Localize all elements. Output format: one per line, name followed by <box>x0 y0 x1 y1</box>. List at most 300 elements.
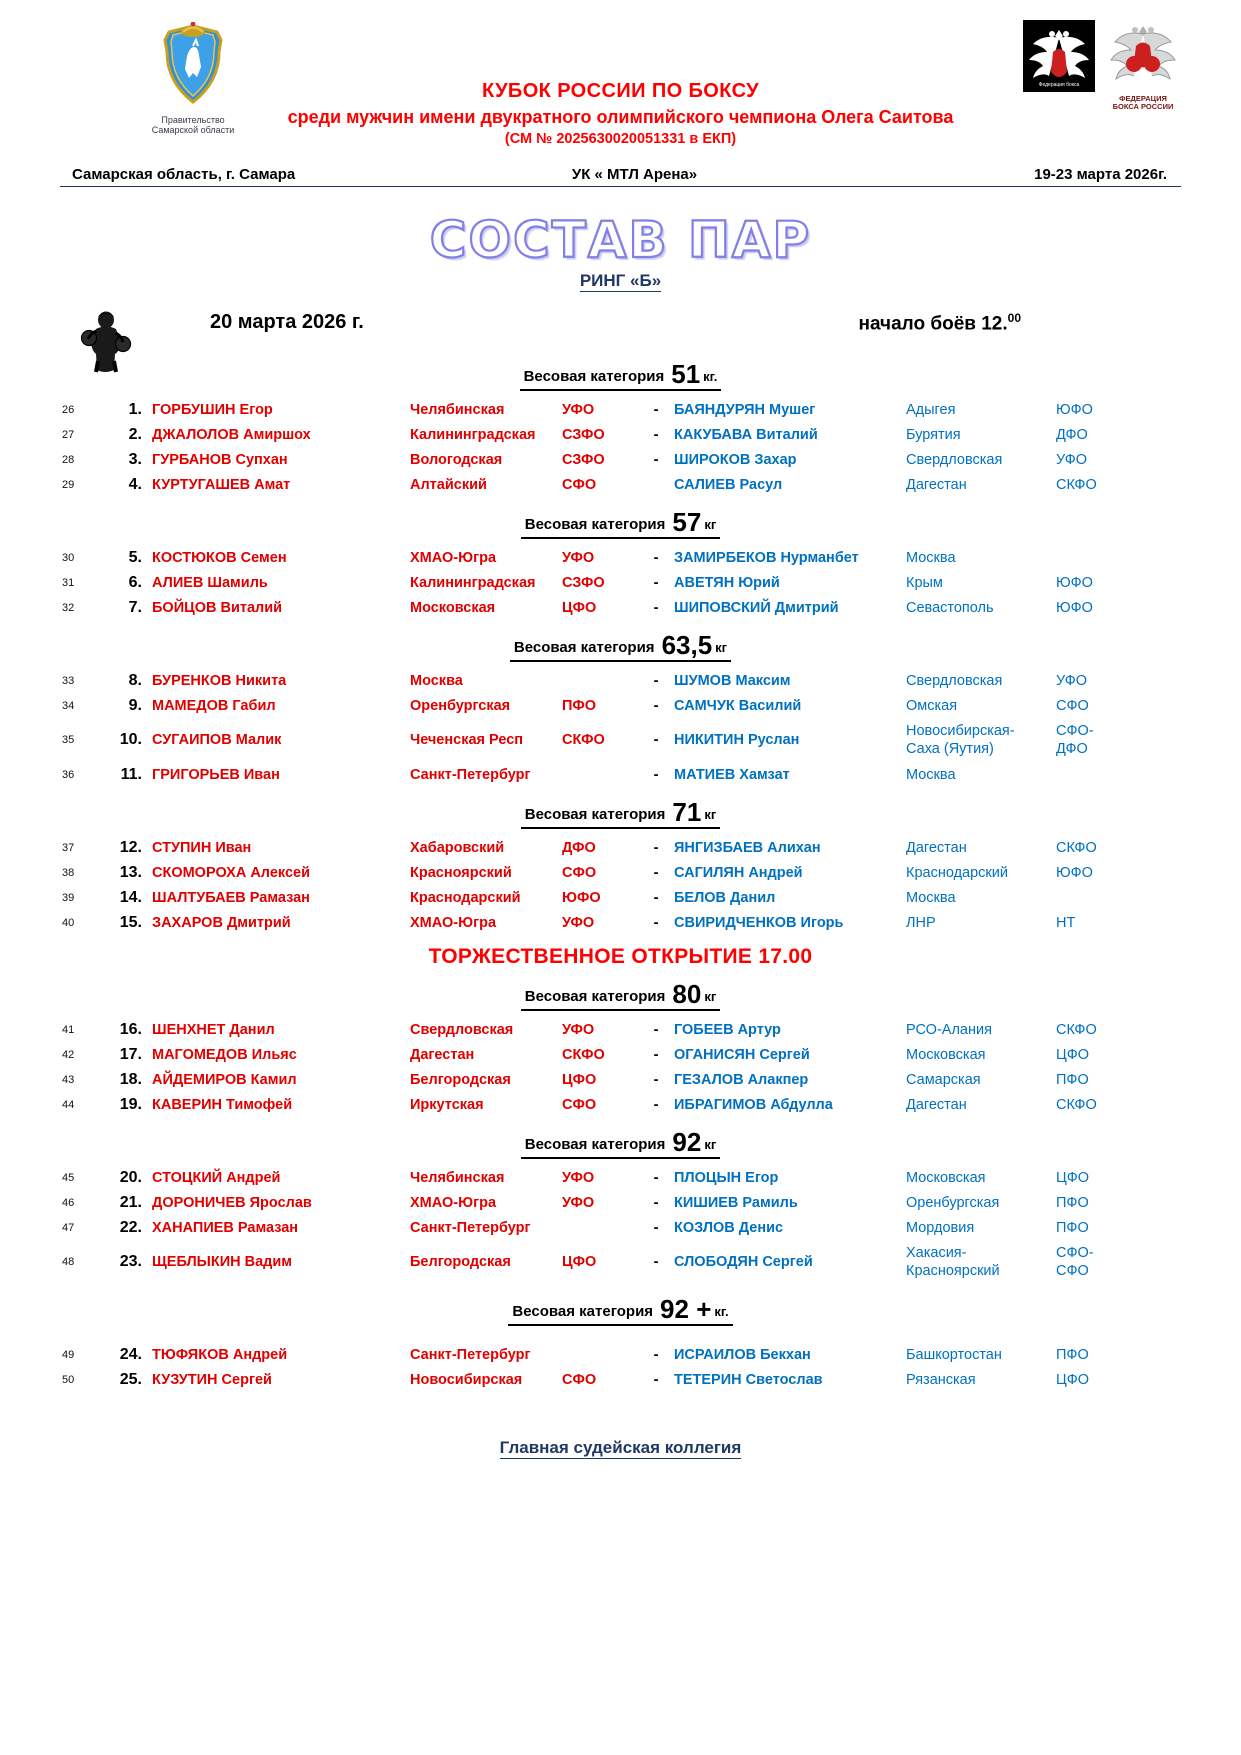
bout-sequence-index: 34 <box>62 699 75 712</box>
weight-category-value: 51 <box>671 359 701 389</box>
bout-sequence-index: 45 <box>62 1171 75 1184</box>
versus-dash: - <box>653 1219 659 1236</box>
bout-number: 1. <box>128 400 142 418</box>
bout-row <box>60 668 1181 693</box>
bout-sequence-index: 38 <box>62 866 75 879</box>
red-corner-federal-district: СЗФО <box>562 451 605 468</box>
bout-number: 11. <box>120 765 142 783</box>
red-corner-boxer-name: СТУПИН Иван <box>152 839 252 856</box>
session-start-time <box>858 311 1021 335</box>
red-corner-federal-district: СФО <box>562 864 597 881</box>
blue-corner-region: Крым <box>906 574 943 591</box>
bout-row <box>60 1240 1181 1284</box>
bout-list <box>60 1165 1181 1284</box>
blue-corner-boxer-name: ИБРАГИМОВ Абдулла <box>674 1096 833 1113</box>
jury-footer: Главная судейская коллегия <box>499 1438 742 1457</box>
red-corner-region: Челябинская <box>410 401 505 418</box>
red-corner-federal-district: СФО <box>562 1096 597 1113</box>
bout-sequence-index: 35 <box>62 734 75 746</box>
red-corner-federal-district: УФО <box>562 549 595 566</box>
bout-sequence-index: 44 <box>62 1098 75 1111</box>
bout-row <box>60 1017 1181 1042</box>
weight-category-heading <box>60 977 1181 1011</box>
red-corner-federal-district: ДФО <box>562 839 596 856</box>
red-corner-boxer-name: ТЮФЯКОВ Андрей <box>152 1346 288 1363</box>
bout-number: 6. <box>128 573 142 591</box>
weight-category-heading-inner <box>521 1125 721 1159</box>
blue-corner-region: Дагестан <box>906 839 967 856</box>
bout-number: 7. <box>128 598 142 616</box>
versus-dash: - <box>653 451 659 468</box>
blue-corner-boxer-name: БЕЛОВ Данил <box>674 889 776 906</box>
bout-row <box>60 545 1181 570</box>
blue-corner-boxer-name: ШИПОВСКИЙ Дмитрий <box>674 599 839 616</box>
red-corner-region: Вологодская <box>410 451 503 468</box>
blue-corner-federal-district: ПФО <box>1056 1346 1089 1363</box>
blue-corner-boxer-name: ЗАМИРБЕКОВ Нурманбет <box>674 549 859 566</box>
versus-dash: - <box>653 1346 659 1363</box>
blue-corner-federal-district: ПФО <box>1056 1071 1089 1088</box>
bout-row <box>60 595 1181 620</box>
red-corner-boxer-name: ДЖАЛОЛОВ Амиршох <box>152 426 311 443</box>
blue-corner-federal-district: УФО <box>1056 672 1088 689</box>
bout-number: 4. <box>128 475 142 493</box>
weight-category-label: Весовая категория <box>512 1303 654 1320</box>
blue-corner-region: Свердловская <box>906 672 1003 689</box>
bout-number: 3. <box>128 450 142 468</box>
bout-sequence-index: 31 <box>62 576 75 589</box>
bout-sequence-index: 42 <box>62 1048 75 1061</box>
bout-number: 24. <box>119 1345 142 1363</box>
bout-row <box>60 447 1181 472</box>
red-corner-federal-district: УФО <box>562 401 595 418</box>
blue-corner-region: Москва <box>906 549 956 566</box>
weight-category-heading-inner <box>521 977 721 1011</box>
bout-number: 18. <box>119 1070 142 1088</box>
weight-category-heading-inner <box>510 628 731 662</box>
bout-number: 5. <box>128 548 142 566</box>
blue-corner-federal-district: ЦФО <box>1056 1046 1090 1063</box>
weight-category-value: 80 <box>672 979 702 1009</box>
bout-sequence-index: 49 <box>62 1348 75 1361</box>
red-corner-federal-district: СЗФО <box>562 426 605 443</box>
weight-category-label: Весовая категория <box>524 516 666 533</box>
blue-corner-boxer-name: ГЕЗАЛОВ Алакпер <box>674 1071 809 1088</box>
blue-corner-region: Москва <box>906 766 956 783</box>
red-corner-region: Челябинская <box>410 1169 505 1186</box>
red-corner-federal-district: УФО <box>562 1021 595 1038</box>
bout-row <box>60 910 1181 935</box>
red-corner-boxer-name: КУРТУГАШЕВ Амат <box>152 476 291 493</box>
bout-number: 2. <box>128 425 142 443</box>
versus-dash: - <box>653 599 659 616</box>
versus-dash: - <box>653 1371 659 1388</box>
bout-number: 22. <box>119 1218 142 1236</box>
category-spacer <box>60 1332 1181 1342</box>
red-corner-federal-district: ЮФО <box>562 889 601 906</box>
bout-sequence-index: 50 <box>62 1373 75 1386</box>
blue-corner-boxer-name: ШУМОВ Максим <box>674 672 791 689</box>
weight-category-heading <box>60 1292 1181 1326</box>
blue-corner-federal-district: СКФО <box>1056 1096 1097 1113</box>
weight-category-label: Весовая категория <box>523 368 665 385</box>
blue-corner-region: Краснодарский <box>906 864 1008 881</box>
bout-sequence-index: 37 <box>62 841 75 854</box>
tournament-title: КУБОК РОССИИ ПО БОКСУ <box>481 80 760 102</box>
federation-caption-line1: ФЕДЕРАЦИЯ <box>1119 94 1167 103</box>
blue-corner-boxer-name: МАТИЕВ Хамзат <box>674 766 790 783</box>
versus-dash: - <box>653 697 659 714</box>
blue-corner-federal-district: ПФО <box>1056 1194 1089 1211</box>
red-corner-region: Дагестан <box>410 1046 475 1063</box>
weight-category-heading <box>60 357 1181 391</box>
bout-row <box>60 693 1181 718</box>
weight-category-unit: кг <box>704 517 717 532</box>
red-corner-boxer-name: БОЙЦОВ Виталий <box>152 599 283 616</box>
bout-row <box>60 835 1181 860</box>
bout-row <box>60 1215 1181 1240</box>
blue-corner-region: Свердловская <box>906 451 1003 468</box>
opening-ceremony-notice: ТОРЖЕСТВЕННОЕ ОТКРЫТИЕ 17.00 <box>428 945 813 968</box>
bout-row <box>60 762 1181 787</box>
bout-number: 20. <box>119 1168 142 1186</box>
red-corner-region: ХМАО-Югра <box>410 549 497 566</box>
bout-number: 12. <box>119 838 142 856</box>
weight-category-unit: кг <box>704 1137 717 1152</box>
bout-row <box>60 397 1181 422</box>
document-header <box>60 0 1181 160</box>
bout-sequence-index: 47 <box>62 1221 75 1234</box>
venue-info-row <box>60 166 1181 187</box>
weight-category-unit: кг <box>704 989 717 1004</box>
red-corner-region: Санкт-Петербург <box>410 1219 531 1236</box>
red-corner-boxer-name: АЙДЕМИРОВ Камил <box>152 1071 297 1088</box>
federation-caption-line2: БОКСА РОССИИ <box>1112 102 1174 112</box>
blue-corner-boxer-name: КОЗЛОВ Денис <box>674 1219 784 1236</box>
blue-corner-region: Оренбургская <box>906 1194 1000 1211</box>
weight-category-heading-inner <box>521 795 721 829</box>
blue-corner-federal-district: ЮФО <box>1056 864 1093 881</box>
bout-sequence-index: 41 <box>62 1023 75 1036</box>
svg-text:Федерация бокса: Федерация бокса <box>1038 82 1080 88</box>
bout-sequence-index: 27 <box>62 428 75 441</box>
bout-row <box>60 570 1181 595</box>
versus-dash: - <box>653 766 659 783</box>
blue-corner-boxer-name: ЯНГИЗБАЕВ Алихан <box>674 839 821 856</box>
versus-dash: - <box>653 864 659 881</box>
blue-corner-boxer-name: САЛИЕВ Расул <box>674 476 783 493</box>
blue-corner-region: Самарская <box>906 1071 981 1088</box>
blue-corner-region: Бурятия <box>906 426 961 443</box>
red-corner-region: Свердловская <box>410 1021 514 1038</box>
left-emblem-caption-line2: Самарской области <box>151 125 235 136</box>
red-corner-region: Калининградская <box>410 426 536 443</box>
blue-corner-region: Московская <box>906 1169 986 1186</box>
bout-sequence-index: 32 <box>62 601 75 614</box>
versus-dash: - <box>653 574 659 591</box>
blue-corner-federal-district: ЮФО <box>1056 599 1093 616</box>
red-corner-region: Новосибирская <box>410 1371 523 1388</box>
blue-corner-region: Москва <box>906 889 956 906</box>
red-corner-boxer-name: ГУРБАНОВ Супхан <box>152 451 288 468</box>
blue-corner-boxer-name: ОГАНИСЯН Сергей <box>674 1046 810 1063</box>
bout-number: 14. <box>119 888 142 906</box>
blue-corner-boxer-name: БАЯНДУРЯН Мушег <box>674 401 816 418</box>
red-corner-federal-district: ЦФО <box>562 1071 597 1088</box>
bout-row <box>60 718 1181 762</box>
blue-corner-boxer-name: СЛОБОДЯН Сергей <box>674 1254 813 1270</box>
blue-corner-federal-district: СФО- ДФО <box>1056 722 1094 757</box>
weight-category-heading-inner <box>521 505 721 539</box>
bout-list <box>60 835 1181 935</box>
blue-corner-region: Московская <box>906 1046 986 1063</box>
red-corner-region: Краснодарский <box>410 889 521 906</box>
blue-corner-region: Новосибирская- Саха (Яутия) <box>906 722 1015 757</box>
weight-category-heading-inner <box>520 357 722 391</box>
weight-category-unit: кг. <box>703 369 718 384</box>
weight-category-value: 71 <box>672 797 702 827</box>
blue-corner-region: РСО-Алания <box>906 1021 992 1038</box>
bout-row <box>60 1367 1181 1392</box>
weight-category-label: Весовая категория <box>513 639 655 656</box>
bout-number: 10. <box>119 731 142 748</box>
pairs-title-wrap <box>60 211 1181 269</box>
blue-corner-region: Рязанская <box>906 1371 976 1388</box>
blue-corner-boxer-name: САГИЛЯН Андрей <box>674 864 803 881</box>
red-corner-region: Хабаровский <box>410 839 505 856</box>
versus-dash: - <box>653 1254 659 1270</box>
weight-category-label: Весовая категория <box>524 806 666 823</box>
venue-hall: УК « МТЛ Арена» <box>571 166 698 183</box>
red-corner-region: Москва <box>410 672 463 689</box>
red-corner-boxer-name: ГОРБУШИН Егор <box>152 401 273 418</box>
red-corner-boxer-name: СТОЦКИЙ Андрей <box>152 1169 281 1186</box>
weight-category-label: Весовая категория <box>524 1136 666 1153</box>
bout-row <box>60 885 1181 910</box>
weight-category-heading <box>60 505 1181 539</box>
red-corner-region: Санкт-Петербург <box>410 1346 531 1363</box>
red-corner-region: Калининградская <box>410 574 536 591</box>
blue-corner-federal-district: ЮФО <box>1056 574 1093 591</box>
red-corner-federal-district: СКФО <box>562 732 605 748</box>
versus-dash: - <box>653 1046 659 1063</box>
bout-list <box>60 545 1181 620</box>
blue-corner-federal-district: ЮФО <box>1056 401 1093 418</box>
red-corner-region: Белгородская <box>410 1071 511 1088</box>
red-corner-boxer-name: ШЕНХНЕТ Данил <box>152 1021 275 1038</box>
bout-number: 9. <box>128 696 142 714</box>
bout-row <box>60 422 1181 447</box>
red-corner-boxer-name: ДОРОНИЧЕВ Ярослав <box>152 1194 312 1211</box>
weight-categories-list <box>60 357 1181 1392</box>
bout-number: 8. <box>128 671 142 689</box>
blue-corner-boxer-name: НИКИТИН Руслан <box>674 732 800 748</box>
weight-category-label: Весовая категория <box>524 988 666 1005</box>
bout-sequence-index: 48 <box>62 1256 75 1268</box>
weight-category-heading-inner <box>508 1292 732 1326</box>
bout-sequence-index: 26 <box>62 403 75 416</box>
blue-corner-federal-district: ЦФО <box>1056 1169 1090 1186</box>
blue-corner-federal-district: СФО- СФО <box>1056 1244 1094 1279</box>
weight-category-unit: кг <box>704 807 717 822</box>
red-corner-boxer-name: АЛИЕВ Шамиль <box>152 574 268 591</box>
versus-dash: - <box>653 732 659 748</box>
bout-list <box>60 397 1181 497</box>
bout-sequence-index: 33 <box>62 674 75 687</box>
red-corner-federal-district: УФО <box>562 1194 595 1211</box>
bout-list <box>60 668 1181 787</box>
bout-list <box>60 1017 1181 1117</box>
bout-row <box>60 860 1181 885</box>
weight-category-unit: кг <box>715 640 728 655</box>
red-corner-boxer-name: МАГОМЕДОВ Ильяс <box>152 1046 297 1063</box>
session-date: 20 марта 2026 г. <box>210 311 364 333</box>
russian-boxing-federation-icon <box>1107 20 1179 88</box>
weight-category-unit: кг. <box>714 1304 729 1319</box>
blue-corner-boxer-name: ШИРОКОВ Захар <box>674 451 797 468</box>
blue-corner-boxer-name: СВИРИДЧЕНКОВ Игорь <box>674 914 844 931</box>
red-corner-federal-district: ПФО <box>562 697 597 714</box>
blue-corner-region: Адыгея <box>906 401 956 418</box>
blue-corner-boxer-name: КАКУБАВА Виталий <box>674 426 818 443</box>
blue-corner-region: ЛНР <box>906 914 936 931</box>
bout-sequence-index: 36 <box>62 768 75 781</box>
red-corner-region: Московская <box>410 599 496 616</box>
blue-corner-federal-district: СФО <box>1056 697 1089 714</box>
red-corner-federal-district: УФО <box>562 914 595 931</box>
session-info-row <box>60 305 1181 349</box>
blue-corner-federal-district: ПФО <box>1056 1219 1089 1236</box>
blue-corner-boxer-name: ТЕТЕРИН Светослав <box>674 1371 823 1388</box>
pairs-title: СОСТАВ ПАР <box>429 211 812 269</box>
blue-corner-federal-district: СКФО <box>1056 1021 1097 1038</box>
blue-corner-federal-district: ДФО <box>1056 426 1088 443</box>
weight-category-value: 92 + <box>660 1294 712 1324</box>
bout-sequence-index: 40 <box>62 916 75 929</box>
red-corner-boxer-name: ГРИГОРЬЕВ Иван <box>152 766 280 783</box>
bout-number: 21. <box>119 1193 142 1211</box>
bout-number: 16. <box>119 1020 142 1038</box>
versus-dash: - <box>653 1071 659 1088</box>
ring-label: РИНГ «Б» <box>579 271 662 290</box>
red-corner-region: Чеченская Респ <box>410 731 524 748</box>
bout-number: 17. <box>119 1045 142 1063</box>
bout-row <box>60 472 1181 497</box>
red-corner-federal-district: ЦФО <box>562 1254 597 1270</box>
jury-footer-wrap <box>60 1438 1181 1458</box>
blue-corner-federal-district: СКФО <box>1056 476 1097 493</box>
bout-sequence-index: 29 <box>62 478 75 491</box>
blue-corner-region: Башкортостан <box>906 1346 1002 1363</box>
bout-number: 25. <box>119 1370 142 1388</box>
versus-dash: - <box>653 889 659 906</box>
start-time-minutes: 00 <box>1007 311 1021 325</box>
blue-corner-boxer-name: КИШИЕВ Рамиль <box>674 1194 798 1211</box>
blue-corner-region: Севастополь <box>906 599 994 616</box>
bout-sequence-index: 43 <box>62 1073 75 1086</box>
blue-corner-boxer-name: ПЛОЦЫН Егор <box>674 1169 779 1186</box>
versus-dash: - <box>653 426 659 443</box>
red-corner-boxer-name: СКОМОРОХА Алексей <box>152 864 310 881</box>
red-corner-region: Иркутская <box>410 1096 484 1113</box>
red-corner-federal-district: УФО <box>562 1169 595 1186</box>
bout-number: 23. <box>119 1253 142 1270</box>
versus-dash: - <box>653 549 659 566</box>
red-corner-boxer-name: КУЗУТИН Сергей <box>152 1371 272 1388</box>
weight-category-value: 63,5 <box>661 630 713 660</box>
bout-sequence-index: 46 <box>62 1196 75 1209</box>
weight-category-heading <box>60 795 1181 829</box>
versus-dash: - <box>653 1096 659 1113</box>
start-time-prefix: начало боёв 12. <box>858 313 1008 335</box>
red-corner-boxer-name: БУРЕНКОВ Никита <box>152 672 287 689</box>
red-corner-region: Красноярский <box>410 864 512 881</box>
red-corner-boxer-name: КОСТЮКОВ Семен <box>152 549 287 566</box>
bout-list <box>60 1342 1181 1392</box>
red-corner-region: Санкт-Петербург <box>410 766 531 783</box>
red-corner-federal-district: СФО <box>562 1371 597 1388</box>
bout-row <box>60 1067 1181 1092</box>
blue-corner-federal-district: НТ <box>1056 914 1076 931</box>
versus-dash: - <box>653 672 659 689</box>
weight-category-value: 57 <box>672 507 702 537</box>
versus-dash: - <box>653 1021 659 1038</box>
left-emblem-caption-line1: Правительство <box>161 115 225 125</box>
tournament-title-block <box>60 80 1181 147</box>
versus-dash: - <box>653 914 659 931</box>
bout-row <box>60 1165 1181 1190</box>
blue-corner-region: Мордовия <box>906 1219 975 1236</box>
red-corner-federal-district: СФО <box>562 476 597 493</box>
bout-row <box>60 1042 1181 1067</box>
blue-corner-federal-district: УФО <box>1056 451 1088 468</box>
versus-dash: - <box>653 1169 659 1186</box>
blue-corner-region: Дагестан <box>906 476 967 493</box>
red-corner-boxer-name: ЩЕБЛЫКИН Вадим <box>152 1254 293 1270</box>
bout-sequence-index: 28 <box>62 453 75 466</box>
blue-corner-region: Хакасия- Красноярский <box>906 1244 1000 1279</box>
red-corner-boxer-name: ЗАХАРОВ Дмитрий <box>152 914 291 931</box>
red-corner-boxer-name: ШАЛТУБАЕВ Рамазан <box>152 889 310 906</box>
ring-label-wrap <box>60 271 1181 291</box>
bout-row <box>60 1092 1181 1117</box>
weight-category-heading <box>60 628 1181 662</box>
venue-dates: 19-23 марта 2026г. <box>1034 166 1167 183</box>
red-corner-boxer-name: ХАНАПИЕВ Рамазан <box>152 1219 299 1236</box>
blue-corner-region: Дагестан <box>906 1096 967 1113</box>
red-corner-region: Белгородская <box>410 1253 511 1270</box>
bout-row <box>60 1342 1181 1367</box>
red-corner-region: ХМАО-Югра <box>410 914 497 931</box>
bout-number: 13. <box>119 863 142 881</box>
blue-corner-boxer-name: САМЧУК Василий <box>674 697 802 714</box>
red-corner-boxer-name: МАМЕДОВ Габил <box>152 697 276 714</box>
bout-sequence-index: 39 <box>62 891 75 904</box>
red-corner-region: ХМАО-Югра <box>410 1194 497 1211</box>
versus-dash: - <box>653 839 659 856</box>
red-corner-region: Алтайский <box>410 476 487 493</box>
red-corner-federal-district: ЦФО <box>562 599 597 616</box>
tournament-registry-code: (СМ № 2025630020051331 в ЕКП) <box>504 131 737 147</box>
blue-corner-federal-district: СКФО <box>1056 839 1097 856</box>
bout-number: 15. <box>119 913 142 931</box>
blue-corner-federal-district: ЦФО <box>1056 1371 1090 1388</box>
bout-number: 19. <box>119 1095 142 1113</box>
weight-category-heading <box>60 1125 1181 1159</box>
tournament-subtitle: среди мужчин имени двукратного олимпийского чемпиона Олега Саитова <box>287 107 954 127</box>
blue-corner-boxer-name: АВЕТЯН Юрий <box>674 574 780 591</box>
red-corner-region: Оренбургская <box>410 697 511 714</box>
